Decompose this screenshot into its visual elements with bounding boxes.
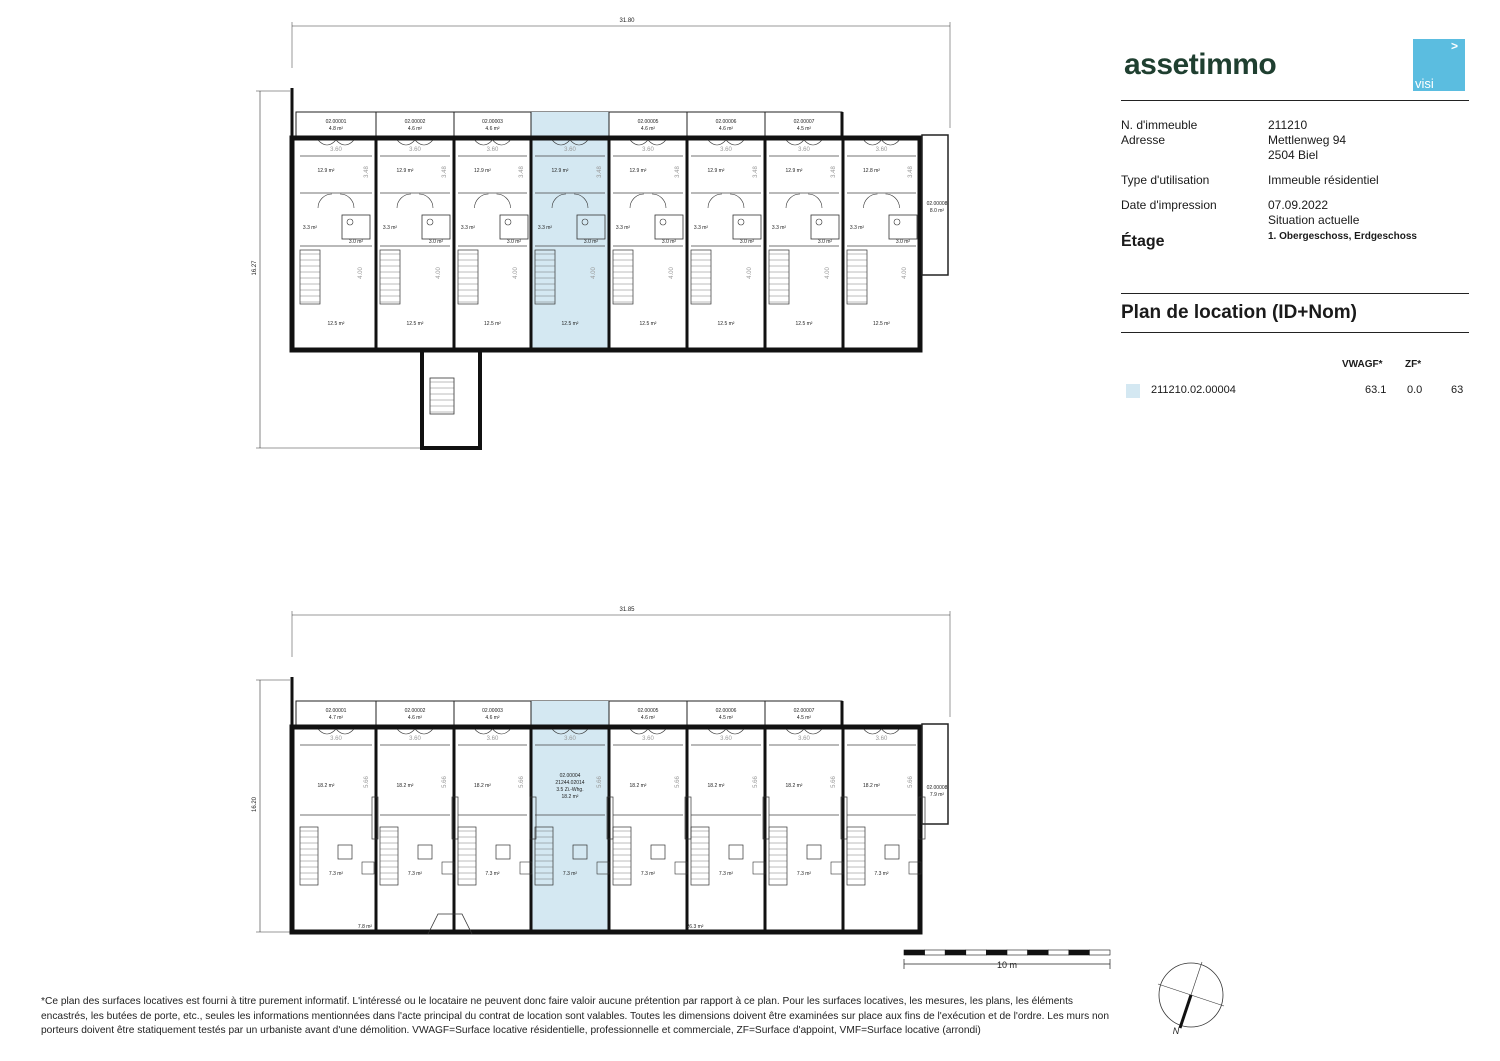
washbasin-icon xyxy=(427,219,433,225)
room-depth-dimension: 3.48 xyxy=(675,166,681,178)
room-width-dimension: 3.60 xyxy=(409,736,421,742)
room-area: 18.2 m² xyxy=(474,783,491,789)
room-area: 12.9 m² xyxy=(396,168,414,174)
fixture-icon xyxy=(442,862,454,874)
door-swing-icon xyxy=(318,729,354,734)
stair-icon xyxy=(613,827,631,885)
hall-area: 3.3 m² xyxy=(537,225,553,231)
bath-area: 3.0 m² xyxy=(817,239,833,245)
unit-type: 3.5 Zi.-Whg. xyxy=(556,787,584,793)
room-area: 18.2 m² xyxy=(785,783,803,789)
lower-depth-dimension: 4.00 xyxy=(358,267,364,279)
side-unit-id: 02.00008 xyxy=(926,785,948,791)
room-width-dimension: 3.60 xyxy=(720,147,732,153)
room-area: 18.2 m² xyxy=(396,783,414,789)
lower-room-area: 7.3 m² xyxy=(485,871,500,877)
scale-segment xyxy=(966,950,987,955)
storage-area: 4.5 m² xyxy=(796,126,812,132)
lower-depth-dimension: 4.00 xyxy=(825,267,831,279)
room-depth-dimension: 3.48 xyxy=(519,166,525,178)
stair-annex xyxy=(422,350,480,448)
fixture-icon xyxy=(418,845,432,859)
storage-area: 4.6 m² xyxy=(407,715,423,721)
storage-id: 02.00002 xyxy=(404,119,426,125)
stair-icon xyxy=(430,378,454,414)
washbasin-icon xyxy=(347,219,353,225)
storage-area: 4.6 m² xyxy=(407,126,423,132)
door-swing-icon xyxy=(864,140,900,145)
room-width-dimension: 3.60 xyxy=(798,147,810,153)
fixture-icon xyxy=(831,862,843,874)
lower-depth-dimension: 4.00 xyxy=(669,267,675,279)
room-width-dimension: 3.60 xyxy=(875,147,888,153)
storage-area: 4.8 m² xyxy=(328,126,344,132)
lower-room-area: 12.5 m² xyxy=(406,321,424,327)
storage-id: 02.00006 xyxy=(715,119,737,125)
visi-badge xyxy=(1413,39,1465,91)
room-depth-dimension: 3.48 xyxy=(753,166,759,178)
hall-area: 3.3 m² xyxy=(302,225,318,231)
lower-depth-dimension: 4.00 xyxy=(747,267,753,279)
fixture-icon xyxy=(338,845,352,859)
lower-depth-dimension: 4.00 xyxy=(902,267,908,279)
door-swing-icon xyxy=(786,194,822,208)
badge-arrow-icon: > xyxy=(1450,39,1458,53)
room-depth-dimension: 3.48 xyxy=(908,166,914,178)
address-label: Adresse xyxy=(1121,133,1166,147)
scale-segment xyxy=(1089,950,1110,955)
door-swing-icon xyxy=(708,140,744,145)
storage-id: 02.00001 xyxy=(325,119,347,125)
room-width-dimension: 3.60 xyxy=(564,147,576,153)
floor-label: Étage xyxy=(1121,233,1165,250)
highlight-swatch xyxy=(1126,384,1140,398)
unit-zf: 0.0 xyxy=(1407,384,1423,396)
lower-room-area: 7.3 m² xyxy=(640,871,656,877)
room-depth-dimension: 3.48 xyxy=(364,166,370,178)
unit-vwagf: 63.1 xyxy=(1365,384,1387,396)
lower-depth-dimension: 4.00 xyxy=(513,267,519,279)
usage-label: Type d'utilisation xyxy=(1121,173,1210,187)
washbasin-icon xyxy=(816,219,822,225)
building-no: 211210 xyxy=(1268,118,1308,132)
storage-id: 02.00007 xyxy=(793,708,815,714)
room-depth-dimension: 5.66 xyxy=(831,776,837,788)
fixture-icon xyxy=(675,862,687,874)
stair-icon xyxy=(458,827,476,885)
scale-segment xyxy=(986,950,1007,955)
door-swing-icon xyxy=(630,140,666,145)
hall-area: 3.3 m² xyxy=(382,225,398,231)
stair-icon xyxy=(847,827,865,885)
room-width-dimension: 3.60 xyxy=(564,736,576,742)
storage-id: 02.00001 xyxy=(325,708,347,714)
bath-area: 3.0 m² xyxy=(895,239,911,245)
door-swing-icon xyxy=(318,140,354,145)
building-no-label: N. d'immeuble xyxy=(1121,118,1198,132)
door-swing-icon xyxy=(708,194,744,208)
room-area: 18.2 m² xyxy=(863,783,880,789)
lower-room-area: 12.5 m² xyxy=(561,321,579,327)
room-area: 18.2 m² xyxy=(707,783,725,789)
storage-id: 02.00005 xyxy=(637,708,659,714)
assetimmo-logo: assetimmo xyxy=(1124,48,1277,81)
fixture-icon xyxy=(885,845,899,859)
room-depth-dimension: 5.66 xyxy=(597,776,603,788)
washbasin-icon xyxy=(505,219,511,225)
fixture-icon xyxy=(729,845,743,859)
scale-segment xyxy=(1007,950,1028,955)
door-swing-icon xyxy=(475,729,511,734)
column-header-zf: ZF* xyxy=(1405,359,1422,370)
storage-id: 02.00003 xyxy=(482,708,503,714)
lower-room-area: 12.5 m² xyxy=(873,321,890,327)
room-width-dimension: 3.60 xyxy=(486,147,499,153)
scale-segment xyxy=(1028,950,1049,955)
room-depth-dimension: 5.66 xyxy=(364,776,370,788)
fixture-icon xyxy=(496,845,510,859)
scale-segment xyxy=(904,950,925,955)
usage-value: Immeuble résidentiel xyxy=(1268,173,1379,187)
bathroom xyxy=(889,215,917,239)
lower-room-area: 7.3 m² xyxy=(407,871,423,877)
room-depth-dimension: 3.48 xyxy=(597,166,603,178)
washbasin-icon xyxy=(660,219,666,225)
bath-area: 3.0 m² xyxy=(428,239,444,245)
north-label: N xyxy=(1172,1026,1180,1036)
unit-id: 02.00004 xyxy=(559,773,581,779)
door-swing-icon xyxy=(475,194,511,208)
storage-area: 4.6 m² xyxy=(485,715,500,721)
room-depth-dimension: 5.66 xyxy=(753,776,759,788)
outside-right-area: 26.3 m² xyxy=(686,924,704,930)
room-area: 18.2 m² xyxy=(629,783,647,789)
lower-room-area: 12.5 m² xyxy=(484,321,501,327)
address-line2: 2504 Biel xyxy=(1268,148,1319,162)
door-swing-icon xyxy=(708,729,744,734)
washbasin-icon xyxy=(894,219,900,225)
room-area: 12.9 m² xyxy=(785,168,803,174)
bath-area: 3.0 m² xyxy=(739,239,755,245)
room-depth-dimension: 5.66 xyxy=(908,776,914,788)
bathroom xyxy=(733,215,761,239)
overall-height-label: 16.27 xyxy=(252,260,258,276)
door-swing-icon xyxy=(864,194,900,208)
lower-room-area: 7.3 m² xyxy=(874,871,889,877)
storage-area: 4.7 m² xyxy=(328,715,344,721)
storage-id: 02.00005 xyxy=(637,119,659,125)
unit-ref: 21244.02014 xyxy=(555,780,585,786)
floor-plan-lower xyxy=(252,607,950,934)
address-line1: Mettlenweg 94 xyxy=(1268,133,1347,147)
door-swing-icon xyxy=(397,194,433,208)
lower-room-area: 7.3 m² xyxy=(718,871,734,877)
room-width-dimension: 3.60 xyxy=(798,736,810,742)
room-area: 12.9 m² xyxy=(629,168,647,174)
divider xyxy=(1121,332,1469,333)
door-swing-icon xyxy=(864,729,900,734)
scale-bar xyxy=(904,950,1110,970)
fixture-icon xyxy=(651,845,665,859)
storage-id: 02.00006 xyxy=(715,708,737,714)
stair-icon xyxy=(691,827,709,885)
room-depth-dimension: 5.66 xyxy=(442,776,448,788)
room-width-dimension: 3.60 xyxy=(330,147,342,153)
scale-segment xyxy=(1048,950,1069,955)
floor-value: 1. Obergeschoss, Erdgeschoss xyxy=(1268,231,1417,242)
scale-segment xyxy=(1069,950,1090,955)
door-swing-icon xyxy=(318,194,354,208)
room-area: 12.9 m² xyxy=(707,168,725,174)
scale-label: 10 m xyxy=(996,960,1018,970)
bath-area: 3.0 m² xyxy=(348,239,364,245)
door-swing-icon xyxy=(786,140,822,145)
bathroom xyxy=(500,215,528,239)
stair-icon xyxy=(300,827,318,885)
storage-area: 4.6 m² xyxy=(718,126,734,132)
floor-plan-upper xyxy=(252,18,950,448)
scale-segment xyxy=(925,950,946,955)
room-area: 12.9 m² xyxy=(474,168,491,174)
hall-area: 3.3 m² xyxy=(771,225,787,231)
bathroom xyxy=(655,215,683,239)
door-swing-icon xyxy=(786,729,822,734)
room-width-dimension: 3.60 xyxy=(720,736,732,742)
room-depth-dimension: 3.48 xyxy=(442,166,448,178)
divider xyxy=(1121,293,1469,294)
storage-id: 02.00007 xyxy=(793,119,815,125)
bathroom xyxy=(342,215,370,239)
outside-left-area: 7.8 m² xyxy=(357,924,373,930)
storage-area: 4.6 m² xyxy=(640,715,656,721)
print-date: 07.09.2022 xyxy=(1268,198,1329,212)
overall-width-label: 31.85 xyxy=(619,607,635,613)
side-unit-area: 7.9 m² xyxy=(929,792,945,798)
room-width-dimension: 3.60 xyxy=(642,736,654,742)
hall-area: 3.3 m² xyxy=(615,225,631,231)
door-swing-icon xyxy=(397,140,433,145)
storage-area: 4.5 m² xyxy=(718,715,734,721)
unit-id: 211210.02.00004 xyxy=(1151,384,1236,396)
lower-room-area: 12.5 m² xyxy=(327,321,345,327)
door-swing-icon xyxy=(397,729,433,734)
column-header-vwagf: VWAGF* xyxy=(1342,359,1383,370)
side-unit xyxy=(922,724,948,824)
lower-depth-dimension: 4.00 xyxy=(436,267,442,279)
divider xyxy=(1121,100,1469,101)
room-area: 12.9 m² xyxy=(551,168,569,174)
north-arrow-icon xyxy=(1158,962,1224,1036)
print-date-label: Date d'impression xyxy=(1121,198,1217,212)
overall-height-label: 16.20 xyxy=(252,796,258,813)
fixture-icon xyxy=(362,862,374,874)
room-width-dimension: 3.60 xyxy=(409,147,421,153)
unit-vmf: 63 xyxy=(1451,384,1464,396)
room-area: 12.8 m² xyxy=(863,168,880,174)
scale-segment xyxy=(945,950,966,955)
room-depth-dimension: 5.66 xyxy=(519,776,525,788)
room-area: 12.9 m² xyxy=(317,168,335,174)
bath-area: 3.0 m² xyxy=(506,239,522,245)
fixture-icon xyxy=(753,862,765,874)
bathroom xyxy=(422,215,450,239)
stair-icon xyxy=(380,827,398,885)
overall-width-label: 31.80 xyxy=(619,18,635,24)
door-swing-icon xyxy=(630,729,666,734)
room-area: 18.2 m² xyxy=(317,783,335,789)
bath-area: 3.0 m² xyxy=(583,239,599,245)
side-unit-id: 02.00008 xyxy=(926,201,948,207)
bath-area: 3.0 m² xyxy=(661,239,677,245)
lower-depth-dimension: 4.00 xyxy=(591,267,597,279)
room-width-dimension: 3.60 xyxy=(330,736,342,742)
hall-area: 3.3 m² xyxy=(693,225,709,231)
hall-area: 3.3 m² xyxy=(460,225,476,231)
plan-title: Plan de location (ID+Nom) xyxy=(1121,302,1357,323)
lower-room-area: 7.3 m² xyxy=(796,871,812,877)
lower-room-area: 12.5 m² xyxy=(795,321,813,327)
lower-room-area: 7.3 m² xyxy=(328,871,344,877)
lower-room-area: 7.3 m² xyxy=(562,871,578,877)
door-swing-icon xyxy=(630,194,666,208)
stair-icon xyxy=(769,827,787,885)
storage-area: 4.5 m² xyxy=(796,715,812,721)
washbasin-icon xyxy=(738,219,744,225)
storage-id: 02.00003 xyxy=(482,119,503,125)
side-unit-area: 8.0 m² xyxy=(929,208,945,214)
hall-area: 3.3 m² xyxy=(849,225,865,231)
bathroom xyxy=(811,215,839,239)
fixture-icon xyxy=(807,845,821,859)
storage-area: 4.6 m² xyxy=(640,126,656,132)
storage-area: 4.6 m² xyxy=(485,126,500,132)
room-depth-dimension: 5.66 xyxy=(675,776,681,788)
north-needle xyxy=(1180,995,1191,1028)
badge-text: visi xyxy=(1415,76,1434,91)
storage-id: 02.00002 xyxy=(404,708,426,714)
footnote: *Ce plan des surfaces locatives est fourni à titre purement informatif. L'intéressé ou le locataire ne peuvent donc faire valoir aucune prétention par rapport à ce plan. Pour les surfaces locatives, les mesures, les plans, les éléments encastrés, les butées de porte, etc., seules les informations mentionnées dans l'acte principal du contrat de location sont valables. Toutes les dimensions doivent être examinées sur place aux fins de l'exécution et de l'ordre. Les murs non porteurs doivent être statiquement testés par un urbaniste avant d'une démolition. VWAGF=Surface locative résidentielle, professionnelle et commerciale, ZF=Surface d'appoint, VMF=Surface locative (arrondi) xyxy=(41,996,1110,1036)
lower-room-area: 12.5 m² xyxy=(639,321,657,327)
room-depth-dimension: 3.48 xyxy=(831,166,837,178)
unit-area: 18.2 m² xyxy=(561,794,579,800)
room-width-dimension: 3.60 xyxy=(486,736,499,742)
door-swing-icon xyxy=(475,140,511,145)
situation: Situation actuelle xyxy=(1268,213,1360,227)
lower-room-area: 12.5 m² xyxy=(717,321,735,327)
room-width-dimension: 3.60 xyxy=(642,147,654,153)
room-width-dimension: 3.60 xyxy=(875,736,888,742)
